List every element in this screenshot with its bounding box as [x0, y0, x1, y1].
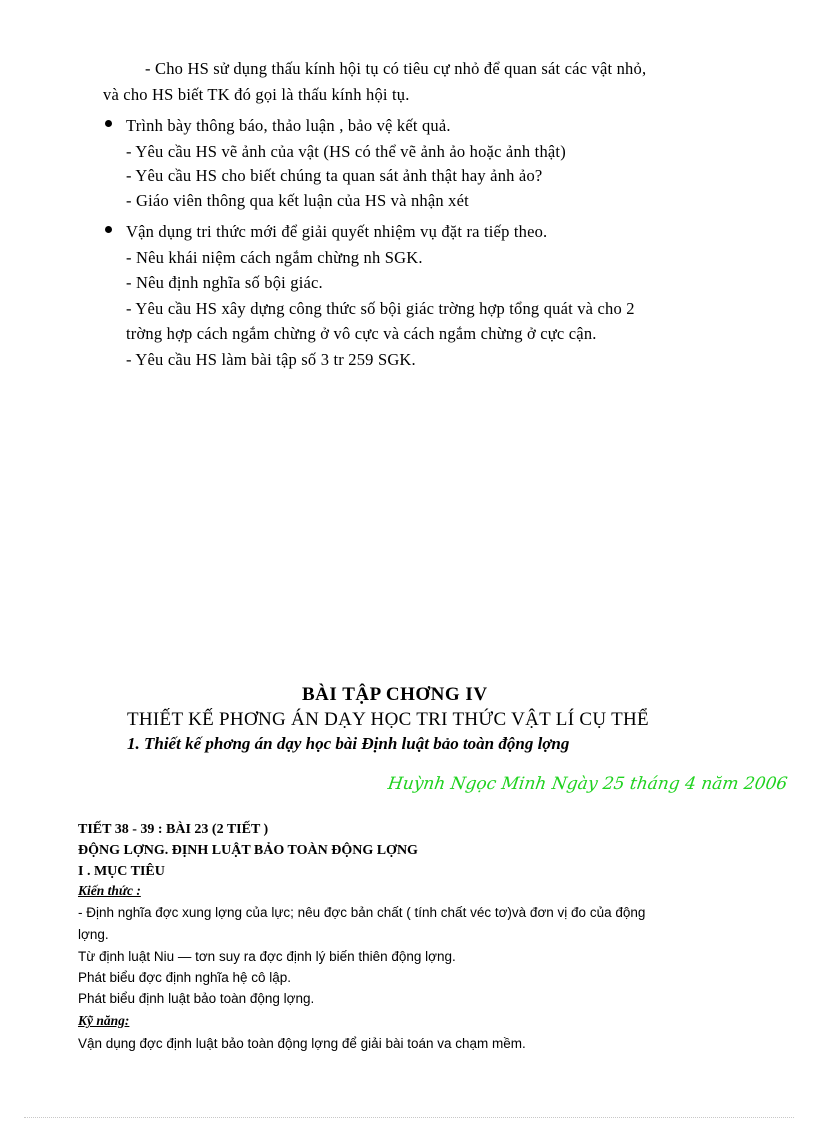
- knowledge-line: lợng.: [78, 927, 109, 942]
- list-item: - Giáo viên thông qua kết luận của HS và nhận xét: [126, 191, 469, 210]
- objectives-heading: I . MỤC TIÊU: [78, 864, 165, 879]
- skills-line: Vận dụng đợc định luật bảo toàn động lợng để giải bài toán va chạm mềm.: [78, 1036, 526, 1051]
- list-item: - Nêu khái niệm cách ngắm chừng nh SGK.: [126, 248, 423, 267]
- section-title: BÀI TẬP CHƠNG IV: [302, 684, 488, 705]
- topic-line: ĐỘNG LỢNG. ĐỊNH LUẬT BẢO TOÀN ĐỘNG LỢNG: [78, 843, 418, 858]
- paragraph-line: và cho HS biết TK đó gọi là thấu kính hội tụ.: [103, 85, 410, 104]
- list-item: - Yêu cầu HS vẽ ảnh của vật (HS có thể vẽ ảnh ảo hoặc ảnh thật): [126, 142, 566, 161]
- bullet-dot: [105, 226, 112, 233]
- signature-date: Ngày 25 tháng 4 năm 2006: [550, 774, 789, 794]
- bullet-title: Trình bày thông báo, thảo luận , bảo vệ kết quả.: [126, 116, 451, 135]
- page-bottom-border: [24, 1117, 794, 1118]
- bullet-dot: [105, 120, 112, 127]
- knowledge-line: - Định nghĩa đợc xung lợng của lực; nêu đợc bản chất ( tính chất véc tơ)và đơn vị đo của động: [78, 905, 646, 920]
- list-item: - Yêu cầu HS cho biết chúng ta quan sát ảnh thật hay ảnh ảo?: [126, 166, 543, 185]
- lesson-title: 1. Thiết kế phơng án dạy học bài Định luật bảo toàn động lợng: [127, 734, 570, 753]
- section-subtitle: THIẾT KẾ PHƠNG ÁN DẠY HỌC TRI THỨC VẬT LÍ CỤ THỂ: [127, 709, 649, 730]
- list-item: - Nêu định nghĩa số bội giác.: [126, 273, 323, 292]
- list-item: - Yêu cầu HS xây dựng công thức số bội giác trờng hợp tổng quát và cho 2: [126, 299, 635, 318]
- knowledge-line: Phát biểu đợc định nghĩa hệ cô lập.: [78, 970, 292, 985]
- period-line: TIẾT 38 - 39 : BÀI 23 (2 TIẾT ): [78, 822, 269, 837]
- list-item: trờng hợp cách ngắm chừng ở vô cực và cách ngắm chừng ở cực cận.: [126, 324, 597, 343]
- author-signature: Huỳnh Ngọc Minh: [386, 774, 548, 794]
- knowledge-heading: Kiến thức :: [78, 883, 141, 898]
- knowledge-line: Từ định luật Niu — tơn suy ra đợc định lý biến thiên động lợng.: [78, 949, 456, 964]
- knowledge-line: Phát biểu định luật bảo toàn động lợng.: [78, 991, 315, 1006]
- list-item: - Yêu cầu HS làm bài tập số 3 tr 259 SGK.: [126, 350, 416, 369]
- skills-heading: Kỹ năng:: [78, 1013, 130, 1028]
- bullet-title: Vận dụng tri thức mới để giải quyết nhiệm vụ đặt ra tiếp theo.: [126, 222, 548, 241]
- paragraph-line: - Cho HS sử dụng thấu kính hội tụ có tiêu cự nhỏ để quan sát các vật nhỏ,: [145, 59, 647, 78]
